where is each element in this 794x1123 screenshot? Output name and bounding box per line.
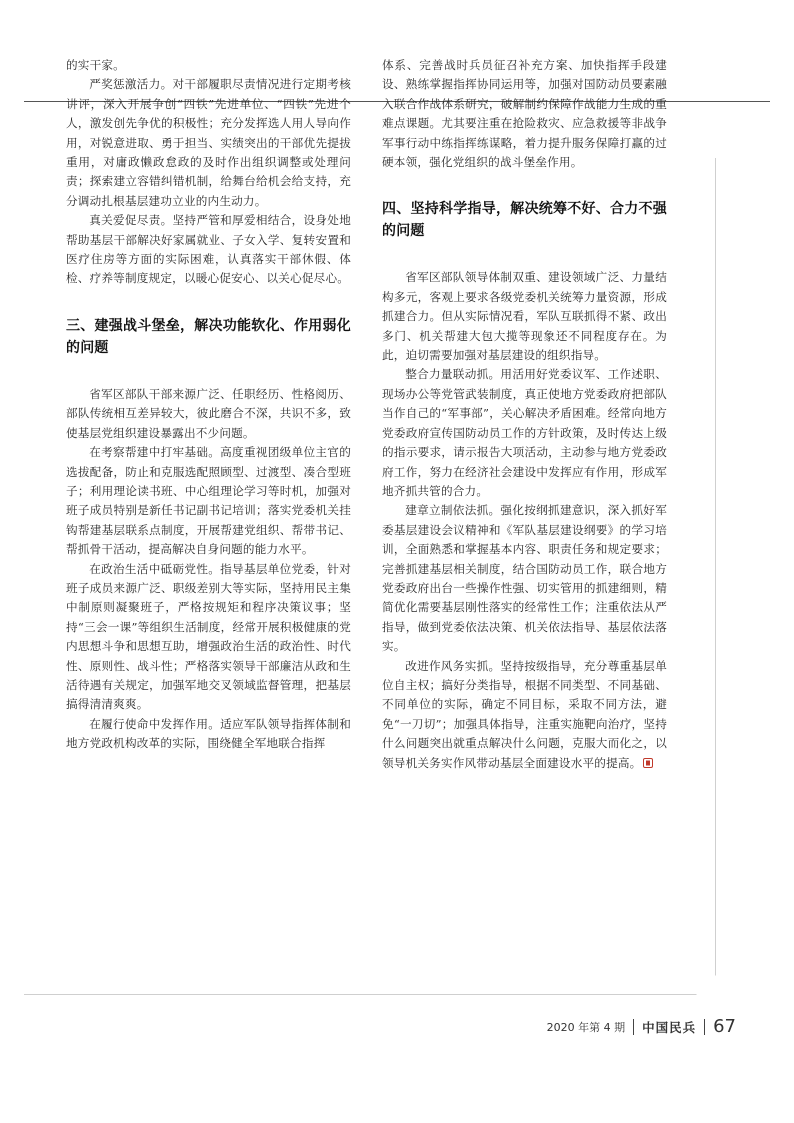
page-number: 67 [713, 1016, 736, 1037]
footer-divider [633, 1019, 634, 1035]
page-footer [547, 1016, 736, 1037]
publication-name: 中国民兵 [642, 1019, 697, 1035]
right-column [382, 56, 667, 773]
paragraph-text: 改进作风务实抓。坚持按级指导，充分尊重基层单位自主权；搞好分类指导，根据不同类型、不同基础、不同单位的实际，确定不同目标，采取不同方法，避免“一刀切”；加强具体指导，注重实施靶向治疗，坚持什么问题突出就重点解决什么问题，克服大而化之，以领导机关务实作风带动基层全面建设水平的提高。 [382, 658, 667, 770]
paragraph: 严奖惩激活力。对干部履职尽责情况进行定期考核讲评，深入开展争创“四铁”先进单位、“四铁”先进个人，激发创先争优的积极性；充分发挥选人用人导向作用，对锐意进取、勇于担当、实绩突出的干部优先提拔重用，对庸政懒政怠政的及时作出组织调整或处理问责；探索建立容错纠错机制，给舞台给机会给支持，充分调动扎根基层建功立业的内生动力。 [66, 77, 351, 208]
paragraph: 在政治生活中砥砺党性。指导基层单位党委，针对班子成员来源广泛、职级差别大等实际，坚持用民主集中制原则凝聚班子，严格按规矩和程序决策议事；坚持“三会一课”等组织生活制度，经常开展积极健康的党内思想斗争和思想互助，增强政治生活的政治性、时代性、原则性、战斗性；严格落实领导干部廉洁从政和生活待遇有关规定，加强军地交叉领域监督管理，把基层搞得清清爽爽。 [66, 561, 351, 712]
paragraph: 省军区部队干部来源广泛、任职经历、性格阅历、部队传统相互差异较大，彼此磨合不深，共识不多，致使基层党组织建设暴露出不少问题。 [66, 386, 351, 440]
paragraph: 在考察帮建中打牢基础。高度重视团级单位主官的选拔配备，防止和克服选配照顾型、过渡型、凑合型班子；利用理论读书班、中心组理论学习等时机，加强对班子成员特别是新任书记副书记培训；落实党委机关挂钩帮建基层联系点制度，开展帮建党组织、帮带书记、帮抓骨干活动，提高解决自身问题的能力水平。 [66, 445, 351, 557]
left-column [66, 56, 351, 754]
paragraph: 真关爱促尽责。坚持严管和厚爱相结合，设身处地帮助基层干部解决好家属就业、子女入学、复转安置和医疗住房等方面的实际困难，认真落实干部休假、体检、疗养等制度规定，以暖心促安心、以关心促尽心。 [66, 213, 351, 286]
footer-divider [704, 1019, 705, 1035]
paragraph: 的实干家。 [66, 58, 125, 72]
paragraph: 整合力量联动抓。用活用好党委议军、工作述职、现场办公等党管武装制度，真正使地方党委政府把部队当作自己的“军事部”，关心解决矛盾困难。经常向地方党委政府宣传国防动员工作的方针政策，及时传达上级的指示要求，请示报告大项活动，主动参与地方党委政府工作，努力在经济社会建设中发挥应有作用，形成军地齐抓共管的合力。 [382, 367, 667, 498]
paragraph: 建章立制依法抓。强化按纲抓建意识，深入抓好军委基层建设会议精神和《军队基层建设纲要》的学习培训，全面熟悉和掌握基本内容、职责任务和规定要求；完善抓建基层相关制度，结合国防动员工作，联合地方党委政府出台一些操作性强、切实管用的抓建细则，精简优化需要基层刚性落实的经常性工作；注重依法从严指导，做到党委依法决策、机关依法指导、基层依法落实。 [382, 503, 667, 654]
end-mark-icon [643, 758, 653, 768]
paragraph-final [382, 657, 667, 773]
issue-label: 2020 年第 4 期 [546, 1020, 626, 1034]
section-heading: 四、坚持科学指导，解决统筹不好、合力不强的问题 [382, 201, 667, 240]
paragraph: 体系、完善战时兵员征召补充方案、加快指挥手段建设、熟练掌握指挥协同运用等，加强对国防动员要素融入联合作战体系研究，破解制约保障作战能力生成的重难点课题。尤其要注重在抢险救灾、应急救援等非战争军事行动中练指挥练谋略，着力提升服务保障打赢的过硬本领，强化党组织的战斗堡垒作用。 [382, 58, 667, 170]
section-heading: 三、建强战斗堡垒，解决功能软化、作用弱化的问题 [66, 317, 351, 356]
paragraph: 在履行使命中发挥作用。适应军队领导指挥体制和地方党政机构改革的实际，围绕健全军地联合指挥 [66, 716, 351, 751]
panel-folded-corner [696, 975, 716, 995]
paragraph: 省军区部队领导体制双重、建设领域广泛、力量结构多元，客观上要求各级党委机关统筹力量资源，形成抓建合力。但从实际情况看，军队互联抓得不紧、政出多门、机关帮建大包大揽等现象还不同程度存在。为此，迫切需要加强对基层建设的组织指导。 [382, 270, 667, 363]
